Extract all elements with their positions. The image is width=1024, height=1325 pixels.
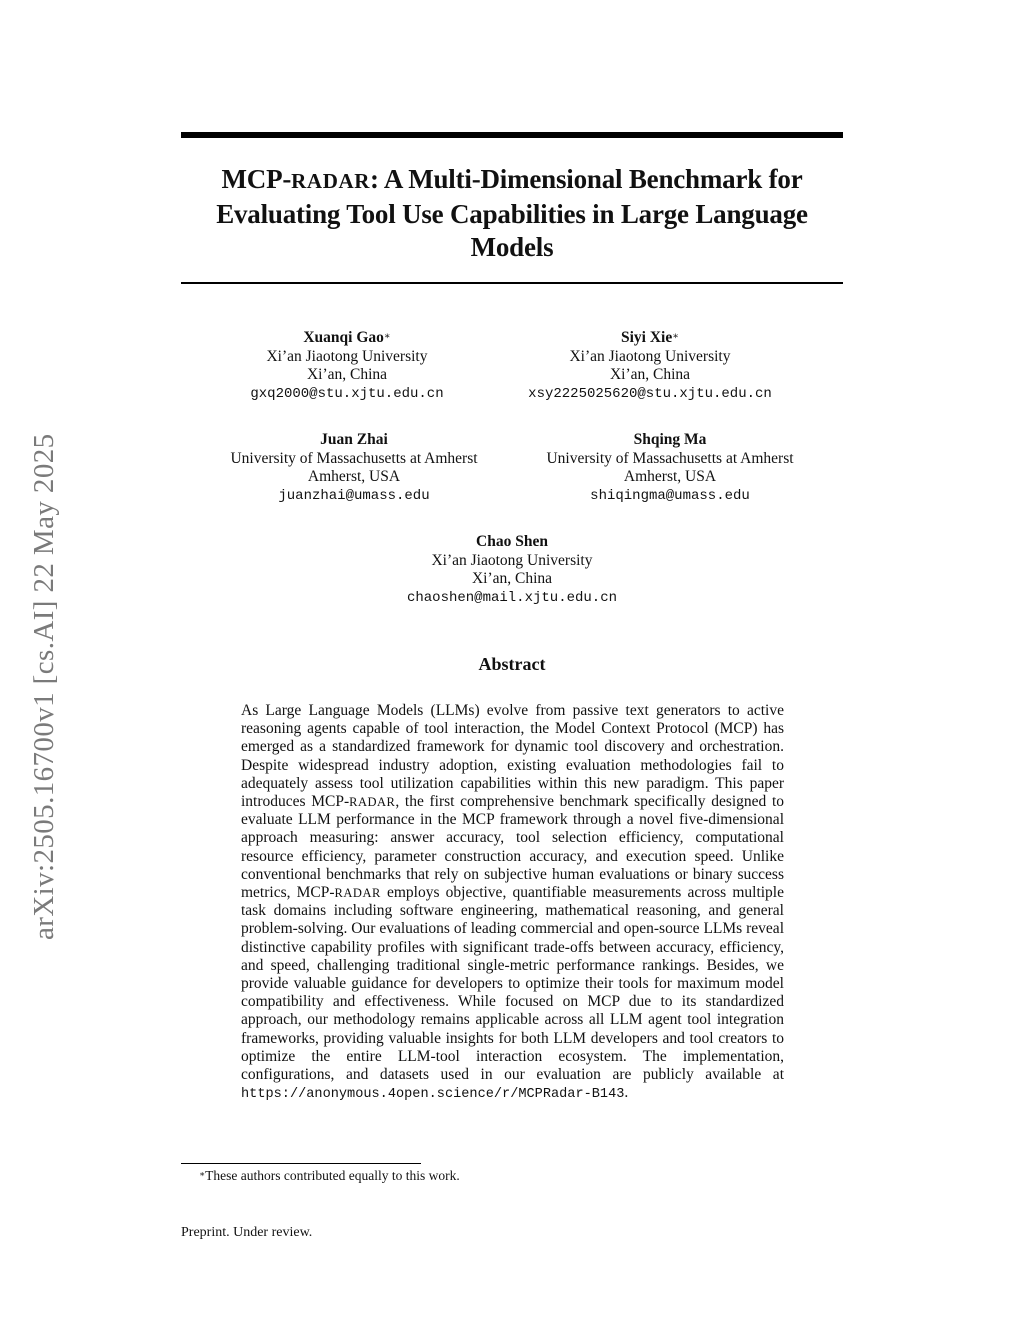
- abstract-body: As Large Language Models (LLMs) evolve from passive text generators to active reasoning agents capable of tool interaction, the Model Context Protocol (MCP) has emerged as a standardized framework for dynamic tool discovery and orchestration. Despite widespread industry adoption, existing evaluation methodologies fail to adequately assess tool utilization capabilities within this new paradigm. This paper introduces MCP-RADAR, the first comprehensive benchmark specifically designed to evaluate LLM performance in the MCP framework through a novel five-dimensional approach measuring: answer accuracy, tool selection efficiency, computational resource efficiency, parameter construction accuracy, and execution speed. Unlike conventional benchmarks that rely on subjective human evaluations or binary success metrics, MCP-RADAR employs objective, quantifiable measurements across multiple task domains including software engineering, mathematical reasoning, and general problem-solving. Our evaluations of leading commercial and open-source LLMs reveal distinctive capability profiles with significant trade-offs between accuracy, efficiency, and speed, challenging traditional single-metric performance rankings. Besides, we provide valuable guidance for developers to optimize their tools for maximum model compatibility and effectiveness. While focused on MCP due to its standardized approach, our methodology remains applicable across all LLM agent tool integration frameworks, providing valuable insights for both LLM developers and tool creators to optimize the entire LLM-tool interaction ecosystem. The implementation, configurations, and datasets used in our evaluation are publicly available at https://anonymous.4open.science/r/MCPRadar-B143.: [241, 702, 784, 1103]
- author-email[interactable]: chaoshen@mail.xjtu.edu.cn: [406, 589, 618, 606]
- author-email[interactable]: xsy2225025620@stu.xjtu.edu.cn: [528, 385, 772, 402]
- title-smallcaps: RADAR: [291, 169, 370, 193]
- equal-contribution-mark: ∗: [672, 331, 680, 342]
- preprint-note: Preprint. Under review.: [181, 1225, 313, 1240]
- paper-title: [181, 163, 843, 264]
- arxiv-side-stamp: arXiv:2505.16700v1 [cs.AI] 22 May 2025: [28, 433, 60, 940]
- author-name: Juan Zhai: [320, 431, 388, 448]
- author-block: [197, 329, 497, 403]
- author-location: Xi’an, China: [609, 366, 691, 383]
- author-name: Xuanqi Gao∗: [303, 329, 391, 346]
- author-email[interactable]: shiqingma@umass.edu: [590, 487, 750, 504]
- author-location: Amherst, USA: [307, 468, 401, 485]
- smallcaps-radar: RADAR: [334, 886, 381, 901]
- author-affiliation: Xi’an Jiaotong University: [569, 347, 731, 365]
- footnote-rule: [181, 1163, 421, 1164]
- author-block: [362, 533, 662, 607]
- repository-link[interactable]: https://anonymous.4open.science/r/MCPRadar-B143: [241, 1087, 625, 1103]
- author-affiliation: University of Massachusetts at Amherst: [230, 449, 478, 467]
- author-name: Shqing Ma: [633, 431, 707, 448]
- author-name: Chao Shen: [476, 533, 548, 550]
- smallcaps-radar: RADAR: [349, 795, 396, 810]
- author-location: Amherst, USA: [623, 468, 717, 485]
- author-block: [520, 431, 820, 505]
- title-top-rule: [181, 132, 843, 138]
- author-affiliation: Xi’an Jiaotong University: [266, 347, 428, 365]
- author-block: [204, 431, 504, 505]
- title-bottom-rule: [181, 282, 843, 284]
- title-prefix: MCP-: [221, 164, 292, 194]
- author-email[interactable]: juanzhai@umass.edu: [278, 487, 430, 504]
- author-name: Siyi Xie∗: [620, 329, 680, 346]
- abstract-heading: Abstract: [478, 654, 546, 674]
- footnote-mark: ∗: [199, 1169, 206, 1179]
- footnote: [199, 1167, 799, 1184]
- author-email[interactable]: gxq2000@stu.xjtu.edu.cn: [250, 385, 444, 402]
- title-rest: : A Multi-Dimensional Benchmark for Evaluating Tool Use Capabilities in Large Language Models: [216, 164, 808, 262]
- equal-contribution-mark: ∗: [383, 331, 391, 342]
- author-location: Xi’an, China: [306, 366, 388, 383]
- footnote-text: These authors contributed equally to this work.: [205, 1168, 460, 1183]
- author-affiliation: University of Massachusetts at Amherst: [546, 449, 794, 467]
- author-location: Xi’an, China: [471, 570, 553, 587]
- author-affiliation: Xi’an Jiaotong University: [431, 551, 593, 569]
- author-block: [500, 329, 800, 403]
